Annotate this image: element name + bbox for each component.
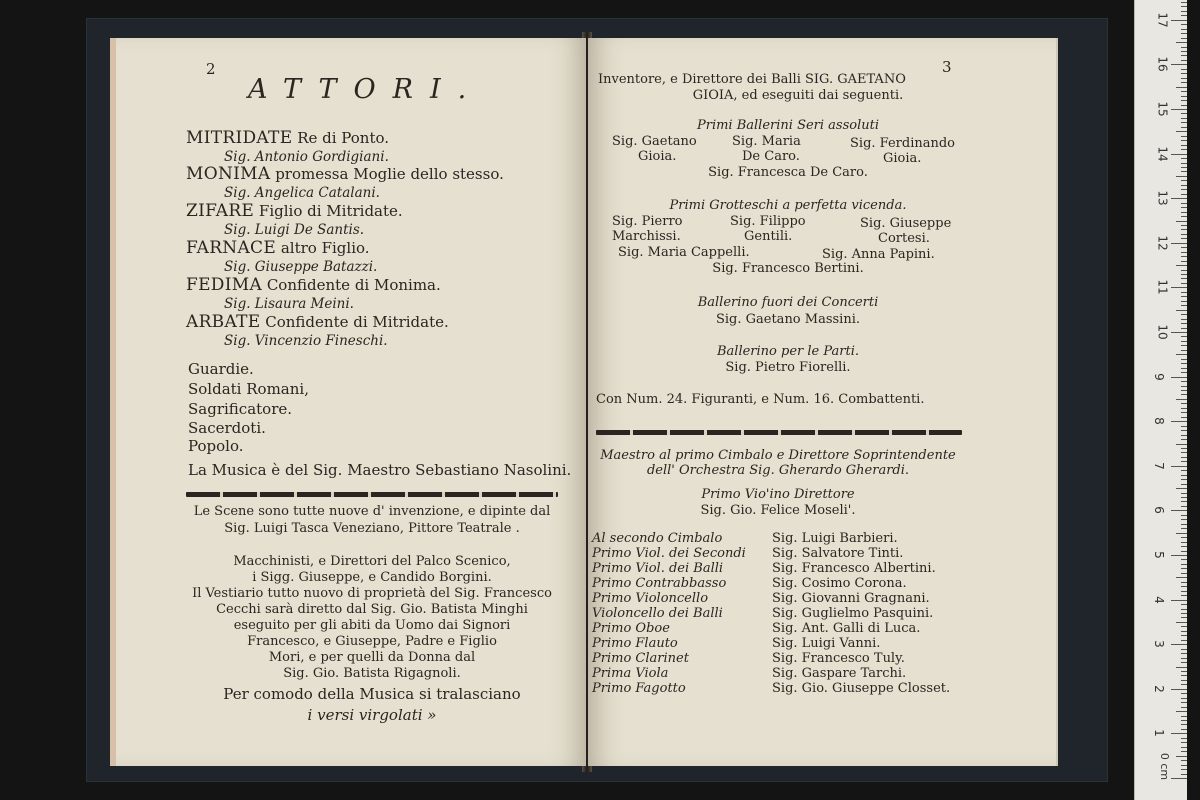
ruler-tick	[1181, 60, 1187, 61]
ruler-tick	[1176, 42, 1187, 43]
ruler-tick	[1181, 73, 1187, 74]
ruler-tick	[1181, 238, 1187, 239]
ruler-tick	[1181, 435, 1187, 436]
ruler-tick	[1181, 501, 1187, 502]
header-line: Inventore, e Direttore dei Balli SIG. GAETANO	[598, 72, 906, 87]
left-page	[110, 38, 586, 766]
ruler-tick	[1176, 444, 1187, 445]
credits-line: Cecchi sarà diretto dal Sig. Gio. Batista Minghi	[216, 602, 528, 617]
ruler-tick	[1181, 216, 1187, 217]
ruler-tick	[1181, 38, 1187, 39]
ruler-tick	[1181, 528, 1187, 529]
ruler-label: 17	[1155, 12, 1170, 28]
ruler-label: 8	[1151, 417, 1166, 426]
note-line: Per comodo della Musica si tralasciano	[223, 685, 521, 703]
ruler-tick	[1176, 176, 1187, 177]
ruler-tick	[1171, 198, 1187, 199]
dancer-name: Sig. Maria Cappelli.	[618, 245, 750, 260]
ruler-tick	[1181, 122, 1187, 123]
ruler-tick	[1171, 600, 1187, 601]
role-name: ZIFARE	[186, 201, 255, 221]
ruler-label: 14	[1155, 145, 1170, 162]
dancer-name: Cortesi.	[878, 231, 930, 246]
dancer-name: Sig. Filippo	[730, 214, 806, 229]
header-line: GIOIA, ed eseguiti dai seguenti.	[692, 88, 904, 103]
ruler-tick	[1171, 109, 1187, 110]
ruler-tick	[1181, 551, 1187, 552]
ruler-tick	[1181, 426, 1187, 427]
ruler-tick	[1181, 292, 1187, 293]
ruler-tick	[1181, 774, 1187, 775]
ruler-tick	[1181, 212, 1187, 213]
orchestra-part: Primo Violoncello	[592, 591, 709, 606]
ruler-tick	[1181, 582, 1187, 583]
orchestra-name: Sig. Cosimo Corona.	[772, 576, 907, 591]
credits-line: eseguito per gli abiti da Uomo dai Signori	[233, 618, 511, 633]
ruler-tick	[1176, 756, 1187, 757]
ruler-tick	[1181, 693, 1187, 694]
measurement-ruler	[1134, 0, 1187, 800]
ruler-label: 11	[1155, 279, 1170, 296]
ruler-tick	[1181, 564, 1187, 565]
ruler-label: 10	[1155, 324, 1170, 340]
ruler-tick	[1181, 2, 1187, 3]
role-desc: Confidente di Mitridate.	[265, 313, 449, 331]
section-title: Ballerino fuori dei Concerti	[697, 295, 879, 310]
ruler-tick	[1171, 644, 1187, 645]
orchestra-list	[592, 531, 972, 711]
ruler-tick	[1181, 609, 1187, 610]
dancer-name: Gentili.	[744, 229, 793, 244]
orchestra-name: Sig. Francesco Tuly.	[772, 651, 905, 666]
ruler-tick	[1181, 229, 1187, 230]
ruler-tick	[1181, 635, 1187, 636]
orchestra-part: Primo Fagotto	[592, 681, 686, 696]
section-title: Ballerino per le Parti.	[716, 344, 859, 359]
role-desc: Confidente di Monima.	[266, 276, 441, 294]
ruler-tick	[1181, 78, 1187, 79]
ruler-tick	[1181, 493, 1187, 494]
dancer-name: Marchissi.	[612, 229, 681, 244]
orchestra-part: Violoncello dei Balli	[592, 606, 723, 621]
orchestra-part: Primo Contrabbasso	[592, 576, 727, 591]
ornamental-rule	[186, 492, 558, 497]
ruler-tick	[1176, 131, 1187, 132]
ruler-tick	[1181, 336, 1187, 337]
ruler-tick	[1181, 484, 1187, 485]
ruler-tick	[1181, 113, 1187, 114]
cast-role-line	[186, 238, 370, 258]
ruler-tick	[1181, 15, 1187, 16]
ruler-tick	[1181, 417, 1187, 418]
cast-role-line	[186, 201, 403, 221]
ruler-tick	[1181, 323, 1187, 324]
ruler-tick	[1181, 11, 1187, 12]
ruler-tick	[1181, 136, 1187, 137]
ruler-tick	[1181, 515, 1187, 516]
ruler-tick	[1181, 372, 1187, 373]
ruler-tick	[1181, 51, 1187, 52]
ruler-label: 5	[1151, 551, 1166, 559]
role-desc: Figlio di Mitridate.	[258, 202, 403, 220]
orchestra-name: Sig. Gio. Giuseppe Closset.	[772, 681, 951, 696]
ruler-tick	[1181, 24, 1187, 25]
ruler-tick	[1176, 533, 1187, 534]
orchestra-part: Primo Oboe	[592, 621, 670, 636]
ruler-tick	[1181, 305, 1187, 306]
note-line: i versi virgolati »	[307, 706, 437, 724]
ruler-tick	[1171, 20, 1187, 21]
ruler-tick	[1181, 203, 1187, 204]
page-number-right: 3	[942, 58, 952, 76]
ruler-label: 16	[1155, 56, 1170, 73]
ruler-tick	[1171, 287, 1187, 288]
ruler-tick	[1181, 595, 1187, 596]
ruler-tick	[1181, 386, 1187, 387]
ruler-tick	[1181, 105, 1187, 106]
scenes-line: Le Scene sono tutte nuove d' invenzione, e dipinte dal	[193, 504, 551, 519]
music-credit: La Musica è del Sig. Maestro Sebastiano Nasolini.	[188, 461, 572, 479]
actor-name: Sig. Luigi De Santis.	[224, 222, 365, 238]
ruler-tick	[1181, 314, 1187, 315]
role-desc: promessa Moglie dello stesso.	[275, 165, 504, 183]
ruler-tick	[1181, 698, 1187, 699]
dancer-name: Sig. Pierro	[612, 214, 683, 229]
actor-name: Sig. Angelica Catalani.	[224, 185, 380, 201]
ruler-tick	[1181, 724, 1187, 725]
ruler-tick	[1181, 640, 1187, 641]
ruler-tick	[1171, 64, 1187, 65]
role-name: MONIMA	[186, 164, 271, 184]
ruler-tick	[1171, 555, 1187, 556]
right-page	[588, 38, 1058, 766]
ruler-tick	[1171, 466, 1187, 467]
ruler-tick	[1181, 631, 1187, 632]
dancer-name: Sig. Anna Papini.	[822, 247, 935, 262]
cast-role-line	[186, 275, 441, 295]
ruler-tick	[1181, 707, 1187, 708]
ruler-tick	[1181, 747, 1187, 748]
ruler-tick	[1181, 341, 1187, 342]
ruler-label: 3	[1151, 640, 1166, 649]
ruler-tick	[1176, 399, 1187, 400]
credits-line: Sig. Gio. Batista Rigagnoli.	[283, 666, 461, 681]
credits-line: Francesco, e Giuseppe, Padre e Figlio	[247, 634, 497, 649]
ruler-tick	[1181, 760, 1187, 761]
extra-item: Guardie.	[188, 360, 254, 378]
orchestra-part: Prima Viola	[592, 666, 669, 681]
ruler-tick	[1181, 716, 1187, 717]
ruler-tick	[1181, 613, 1187, 614]
violino-name: Sig. Gio. Felice Moseli'.	[700, 503, 856, 518]
dancer-name: Sig. Gaetano	[612, 134, 697, 149]
ruler-tick	[1181, 573, 1187, 574]
ruler-tick	[1171, 733, 1187, 734]
credits-line: i Sigg. Giuseppe, e Candido Borgini.	[252, 570, 492, 585]
ruler-tick	[1176, 488, 1187, 489]
ruler-tick	[1181, 470, 1187, 471]
orchestra-name: Sig. Luigi Vanni.	[772, 636, 881, 651]
scenes-line: Sig. Luigi Tasca Veneziano, Pittore Teatrale .	[224, 521, 520, 536]
ruler-tick	[1181, 390, 1187, 391]
extra-item: Soldati Romani,	[188, 380, 309, 398]
ruler-tick	[1181, 283, 1187, 284]
ruler-tick	[1181, 769, 1187, 770]
ruler-tick	[1181, 702, 1187, 703]
ruler-label: 12	[1155, 235, 1170, 251]
ruler-tick	[1181, 345, 1187, 346]
ruler-tick	[1181, 452, 1187, 453]
ruler-tick	[1181, 497, 1187, 498]
ruler-tick	[1181, 33, 1187, 34]
ruler-tick	[1181, 296, 1187, 297]
ruler-tick	[1181, 363, 1187, 364]
ruler-label: 2	[1151, 684, 1166, 693]
dancer-name: Sig. Gaetano Massini.	[715, 312, 860, 327]
ruler-tick	[1181, 439, 1187, 440]
ruler-tick	[1181, 653, 1187, 654]
ruler-tick	[1181, 368, 1187, 369]
ruler-tick	[1181, 301, 1187, 302]
ruler-tick	[1181, 256, 1187, 257]
ruler-tick	[1181, 626, 1187, 627]
ruler-tick	[1181, 234, 1187, 235]
ruler-tick	[1176, 310, 1187, 311]
ruler-label: 7	[1151, 461, 1166, 470]
ruler-tick	[1181, 765, 1187, 766]
ruler-tick	[1181, 185, 1187, 186]
ruler-tick	[1181, 506, 1187, 507]
ruler-tick	[1181, 100, 1187, 101]
ruler-tick	[1171, 377, 1187, 378]
cast-role-line	[186, 164, 504, 184]
ruler-tick	[1181, 591, 1187, 592]
ruler-tick	[1181, 225, 1187, 226]
ruler-label: 4	[1151, 595, 1166, 604]
ruler-tick	[1171, 689, 1187, 690]
ruler-tick	[1181, 278, 1187, 279]
ruler-tick	[1181, 586, 1187, 587]
credits-line: Mori, e per quelli da Donna dal	[268, 650, 476, 665]
ruler-tick	[1181, 403, 1187, 404]
ruler-tick	[1176, 577, 1187, 578]
orchestra-name: Sig. Giovanni Gragnani.	[772, 591, 930, 606]
role-name: ARBATE	[186, 312, 261, 332]
extra-item: Sacerdoti.	[188, 419, 266, 437]
ruler-tick	[1181, 328, 1187, 329]
role-name: FEDIMA	[186, 275, 263, 295]
ruler-tick	[1181, 29, 1187, 30]
ruler-tick	[1181, 270, 1187, 271]
dancer-name: De Caro.	[742, 149, 800, 164]
ruler-tick	[1171, 778, 1187, 779]
ruler-tick	[1181, 381, 1187, 382]
ruler-tick	[1181, 319, 1187, 320]
ruler-tick	[1181, 408, 1187, 409]
ruler-tick	[1181, 684, 1187, 685]
orchestra-name: Sig. Ant. Galli di Luca.	[772, 621, 921, 636]
ruler-tick	[1181, 649, 1187, 650]
ruler-tick	[1181, 261, 1187, 262]
ruler-tick	[1181, 207, 1187, 208]
ruler-tick	[1176, 87, 1187, 88]
ruler-tick	[1181, 359, 1187, 360]
ruler-tick	[1171, 243, 1187, 244]
ruler-tick	[1181, 568, 1187, 569]
ruler-tick	[1181, 742, 1187, 743]
ruler-tick	[1181, 91, 1187, 92]
ruler-tick	[1181, 274, 1187, 275]
ruler-tick	[1181, 461, 1187, 462]
ruler-tick	[1176, 622, 1187, 623]
ruler-tick	[1181, 252, 1187, 253]
actor-name: Sig. Giuseppe Batazzi.	[224, 259, 378, 275]
ruler-tick	[1181, 171, 1187, 172]
ruler-tick	[1181, 430, 1187, 431]
ruler-tick	[1181, 167, 1187, 168]
ruler-tick	[1181, 82, 1187, 83]
ruler-tick	[1176, 667, 1187, 668]
orchestra-name: Sig. Gaspare Tarchi.	[772, 666, 907, 681]
orchestra-part: Primo Flauto	[592, 636, 678, 651]
ruler-tick	[1181, 537, 1187, 538]
role-name: MITRIDATE	[186, 128, 293, 148]
dancer-name: Gioia.	[638, 149, 677, 164]
ruler-label: 1	[1151, 729, 1166, 738]
ruler-tick	[1171, 154, 1187, 155]
ruler-tick	[1181, 738, 1187, 739]
ruler-tick	[1181, 6, 1187, 7]
ruler-tick	[1181, 680, 1187, 681]
ruler-tick	[1171, 332, 1187, 333]
role-name: FARNACE	[186, 238, 277, 258]
ruler-tick	[1181, 149, 1187, 150]
ruler-tick	[1181, 675, 1187, 676]
ruler-tick	[1171, 421, 1187, 422]
ruler-tick	[1181, 118, 1187, 119]
dancer-name: Gioia.	[883, 151, 922, 166]
ruler-tick	[1181, 247, 1187, 248]
page-number-left: 2	[206, 60, 216, 78]
dancer-name: Sig. Maria	[732, 134, 801, 149]
ruler-tick	[1181, 475, 1187, 476]
ruler-tick	[1171, 510, 1187, 511]
ruler-tick	[1181, 412, 1187, 413]
ruler-tick	[1181, 350, 1187, 351]
page-title: ATTORI.	[248, 74, 484, 105]
ruler-tick	[1181, 720, 1187, 721]
credits-line: Il Vestiario tutto nuovo di proprietà del Sig. Francesco	[192, 586, 552, 601]
orchestra-name: Sig. Luigi Barbieri.	[772, 531, 898, 546]
extra-item: Popolo.	[188, 437, 244, 455]
ruler-tick	[1181, 163, 1187, 164]
ruler-tick	[1181, 69, 1187, 70]
ruler-tick	[1181, 47, 1187, 48]
ruler-tick	[1181, 519, 1187, 520]
orchestra-name: Sig. Guglielmo Pasquini.	[772, 606, 934, 621]
ruler-tick	[1181, 194, 1187, 195]
ruler-tick	[1181, 617, 1187, 618]
ruler-tick	[1176, 221, 1187, 222]
ruler-tick	[1181, 457, 1187, 458]
section-title: Primi Ballerini Seri assoluti	[696, 118, 880, 133]
extra-item: Sagrificatore.	[188, 400, 293, 418]
section-title: Primi Grotteschi a perfetta vicenda.	[669, 198, 907, 213]
dancer-name: Sig. Pietro Fiorelli.	[725, 360, 851, 375]
ruler-tick	[1181, 542, 1187, 543]
cast-role-line	[186, 312, 449, 332]
orchestra-part: Primo Viol. dei Balli	[592, 561, 724, 576]
orchestra-name: Sig. Francesco Albertini.	[772, 561, 936, 576]
figuranti-line: Con Num. 24. Figuranti, e Num. 16. Combattenti.	[596, 392, 925, 407]
ruler-tick	[1181, 140, 1187, 141]
dancer-name: Sig. Francesco Bertini.	[712, 261, 864, 276]
actor-name: Sig. Vincenzio Fineschi.	[224, 333, 388, 349]
cast-role-line	[186, 128, 389, 148]
ruler-tick	[1181, 158, 1187, 159]
orchestra-part: Primo Clarinet	[592, 651, 689, 666]
ruler-tick	[1181, 479, 1187, 480]
ruler-tick	[1181, 658, 1187, 659]
orchestra-part: Primo Viol. dei Secondi	[592, 546, 746, 561]
ruler-tick	[1181, 145, 1187, 146]
book-spread	[104, 38, 1062, 766]
ruler-tick	[1181, 448, 1187, 449]
role-desc: Re di Ponto.	[297, 129, 390, 147]
ruler-tick	[1176, 711, 1187, 712]
ruler-tick	[1176, 354, 1187, 355]
maestro-line: dell' Orchestra Sig. Gherardo Gherardi.	[646, 463, 910, 478]
orchestra-name: Sig. Salvatore Tinti.	[772, 546, 904, 561]
ruler-label: 13	[1155, 190, 1170, 206]
violino-title: Primo Vio'ino Direttore	[701, 487, 855, 502]
maestro-line: Maestro al primo Cimbalo e Direttore Soprintendente	[600, 448, 956, 463]
actor-name: Sig. Lisaura Meini.	[224, 296, 354, 312]
ruler-tick	[1176, 265, 1187, 266]
ruler-label: 9	[1151, 372, 1166, 381]
ruler-unit-label: 0 cm	[1158, 752, 1172, 781]
ruler-tick	[1181, 189, 1187, 190]
ruler-label: 6	[1151, 506, 1166, 515]
role-desc: altro Figlio.	[280, 239, 370, 257]
ruler-tick	[1181, 127, 1187, 128]
dancer-name: Sig. Francesca De Caro.	[708, 165, 868, 180]
ruler-tick	[1181, 96, 1187, 97]
credits-line: Macchinisti, e Direttori del Palco Scenico,	[233, 554, 511, 569]
ruler-label: 15	[1155, 101, 1170, 117]
dancer-name: Sig. Ferdinando	[850, 136, 955, 151]
ornamental-rule	[596, 430, 962, 435]
ruler-tick	[1181, 55, 1187, 56]
ruler-tick	[1181, 671, 1187, 672]
ruler-tick	[1181, 604, 1187, 605]
ruler-tick	[1181, 751, 1187, 752]
dancer-name: Sig. Giuseppe	[860, 216, 952, 231]
ruler-tick	[1181, 394, 1187, 395]
orchestra-part: Al secondo Cimbalo	[592, 531, 723, 546]
ruler-tick	[1181, 180, 1187, 181]
ruler-tick	[1181, 729, 1187, 730]
actor-name: Sig. Antonio Gordigiani.	[224, 149, 389, 165]
ruler-tick	[1181, 524, 1187, 525]
ruler-tick	[1181, 559, 1187, 560]
ruler-tick	[1181, 662, 1187, 663]
ruler-tick	[1181, 546, 1187, 547]
